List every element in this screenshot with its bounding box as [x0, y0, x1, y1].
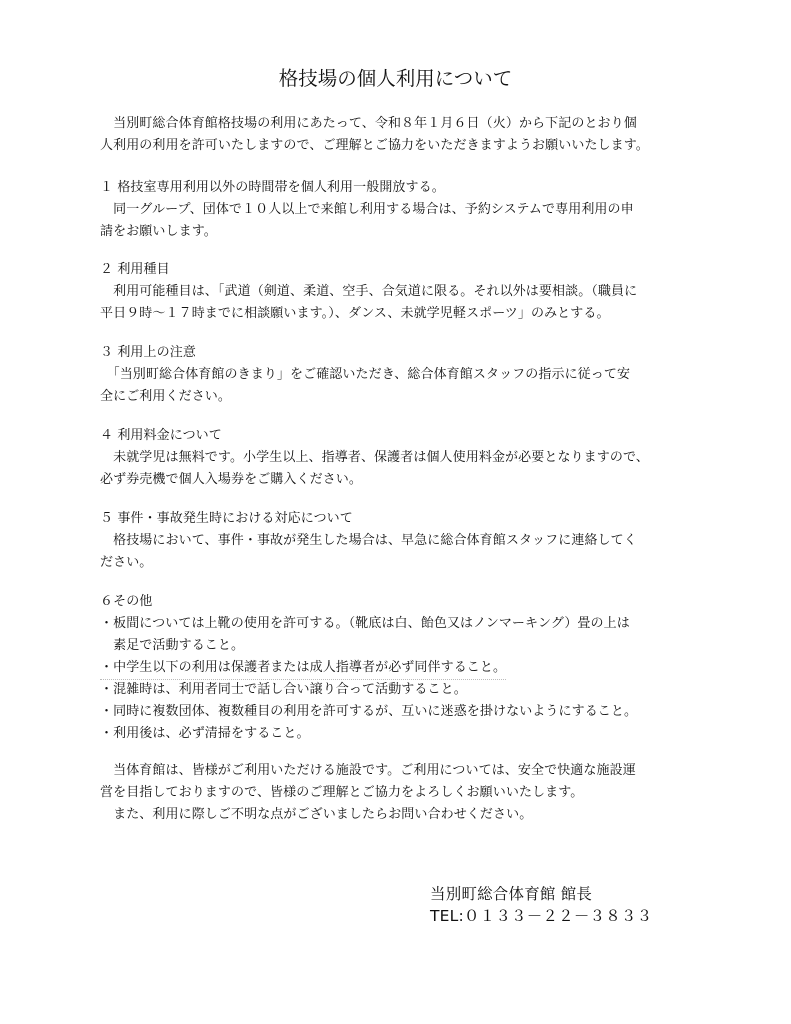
section-1-heading: １ 格技室専用利用以外の時間帯を個人利用一般開放する。: [100, 180, 445, 195]
closing-line-1: 当体育館は、皆様がご利用いただける施設です。ご利用については、安全で快適な施設運: [100, 763, 636, 778]
closing-line-3: また、利用に際しご不明な点がございましたらお問い合わせください。: [100, 807, 533, 822]
section-3-line-1: 「当別町総合体育館のきまり」をご確認いただき、総合体育館スタッフの指示に従って安: [100, 367, 631, 382]
section-6-item-1-cont: 素足で活動すること。: [100, 638, 245, 653]
section-2-line-1: 利用可能種目は、「武道（剣道、柔道、空手、合気道に限る。それ以外は要相談。（職員に: [100, 284, 638, 299]
section-5-line-1: 格技場において、事件・事故が発生した場合は、早急に総合体育館スタッフに連絡してく: [100, 533, 637, 548]
intro-line-2: 人利用の利用を許可いたしますので、ご理解とご協力をいただきますようお願いいたします。: [100, 138, 649, 153]
section-5-heading: ５ 事件・事故発生時における対応について: [100, 511, 353, 526]
section-6-heading: ６その他: [100, 594, 153, 609]
section-4-line-2: 必ず券売機で個人入場券をご購入ください。: [100, 472, 363, 487]
intro-line-1: 当別町総合体育館格技場の利用にあたって、令和８年１月６日（火）から下記のとおり個: [100, 116, 637, 131]
section-5-line-2: ださい。: [100, 555, 153, 570]
section-6-item-3: ・混雑時は、利用者同士で話し合い譲り合って活動すること。: [100, 682, 467, 697]
section-3-line-2: 全にご利用ください。: [100, 389, 232, 404]
section-6-item-2: ・中学生以下の利用は保護者または成人指導者が必ず同伴すること。: [100, 657, 506, 680]
section-4-line-1: 未就学児は無料です。小学生以上、指導者、保護者は個人使用料金が必要となりますので、: [100, 450, 649, 465]
section-6-item-5: ・利用後は、必ず清掃をすること。: [100, 726, 310, 741]
section-2-line-2: 平日９時～１７時までに相談願います。）、ダンス、未就学児軽スポーツ」のみとする。: [100, 306, 610, 321]
signature-tel: TEL:０１３３－２２－３８３３: [430, 907, 653, 925]
section-3-heading: ３ 利用上の注意: [100, 345, 196, 360]
section-6-item-1: ・板間については上靴の使用を許可する。（靴底は白、飴色又はノンマーキング）畳の上は: [100, 616, 630, 631]
closing-line-2: 営を目指しておりますので、皆様のご理解とご協力をよろしくお願いいたします。: [100, 785, 584, 800]
section-1-line-1: 同一グループ、団体で１０人以上で来館し利用する場合は、予約システムで専用利用の申: [100, 202, 634, 217]
section-4-heading: ４ 利用料金について: [100, 428, 222, 443]
section-6-item-4: ・同時に複数団体、複数種目の利用を許可するが、互いに迷惑を掛けないようにすること。: [100, 704, 638, 719]
page-title: 格技場の個人利用について: [278, 67, 513, 90]
section-1-line-2: 請をお願いします。: [100, 224, 217, 239]
signature-org: 当別町総合体育館 館長: [430, 885, 593, 903]
section-2-heading: ２ 利用種目: [100, 262, 170, 277]
